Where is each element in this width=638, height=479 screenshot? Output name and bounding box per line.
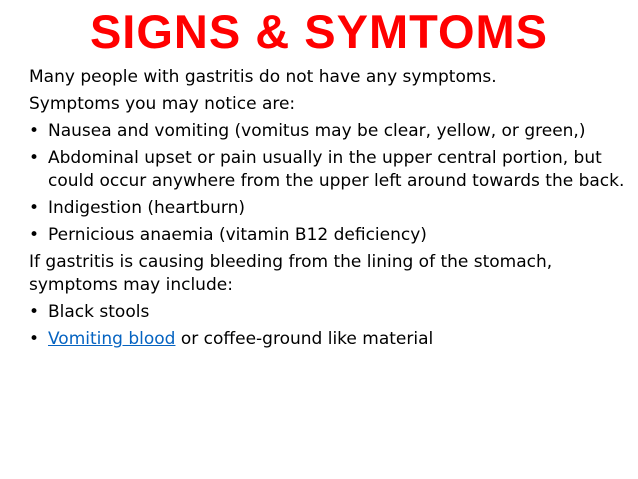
bullet-icon: • <box>29 121 40 141</box>
vomiting-blood-link[interactable]: Vomiting blood <box>48 329 176 349</box>
bullet-icon: • <box>29 148 40 168</box>
symptom-list-item <box>29 224 629 247</box>
bullet-icon: • <box>29 198 40 218</box>
bullet-icon: • <box>29 329 40 349</box>
bleeding-list-item <box>29 301 629 324</box>
symptom-text: Pernicious anaemia (vitamin B12 deficiency) <box>48 225 427 245</box>
bullet-icon: • <box>29 225 40 245</box>
symptom-text: Abdominal upset or pain usually in the upper central portion, but could occur anywhere from the upper left around towards the back. <box>48 148 625 191</box>
slide-title: SIGNS & SYMTOMS <box>89 5 549 58</box>
symptom-list-item <box>29 120 629 143</box>
bleeding-intro: If gastritis is causing bleeding from the lining of the stomach, symptoms may include: <box>29 252 553 295</box>
symptom-text: Nausea and vomiting (vomitus may be clear, yellow, or green,) <box>48 121 586 141</box>
symptom-list-item <box>29 197 629 220</box>
symptom-list-item <box>29 147 629 193</box>
symptom-text: Indigestion (heartburn) <box>48 198 245 218</box>
slide-body <box>29 66 629 355</box>
bleeding-list-item <box>29 328 629 351</box>
intro-line-2: Symptoms you may notice are: <box>29 94 296 114</box>
bleeding-symptom-text: Black stools <box>48 302 150 322</box>
intro-line-1: Many people with gastritis do not have any symptoms. <box>29 67 497 87</box>
bleeding-symptom-text: or coffee-ground like material <box>175 329 434 349</box>
bullet-icon: • <box>29 302 40 322</box>
